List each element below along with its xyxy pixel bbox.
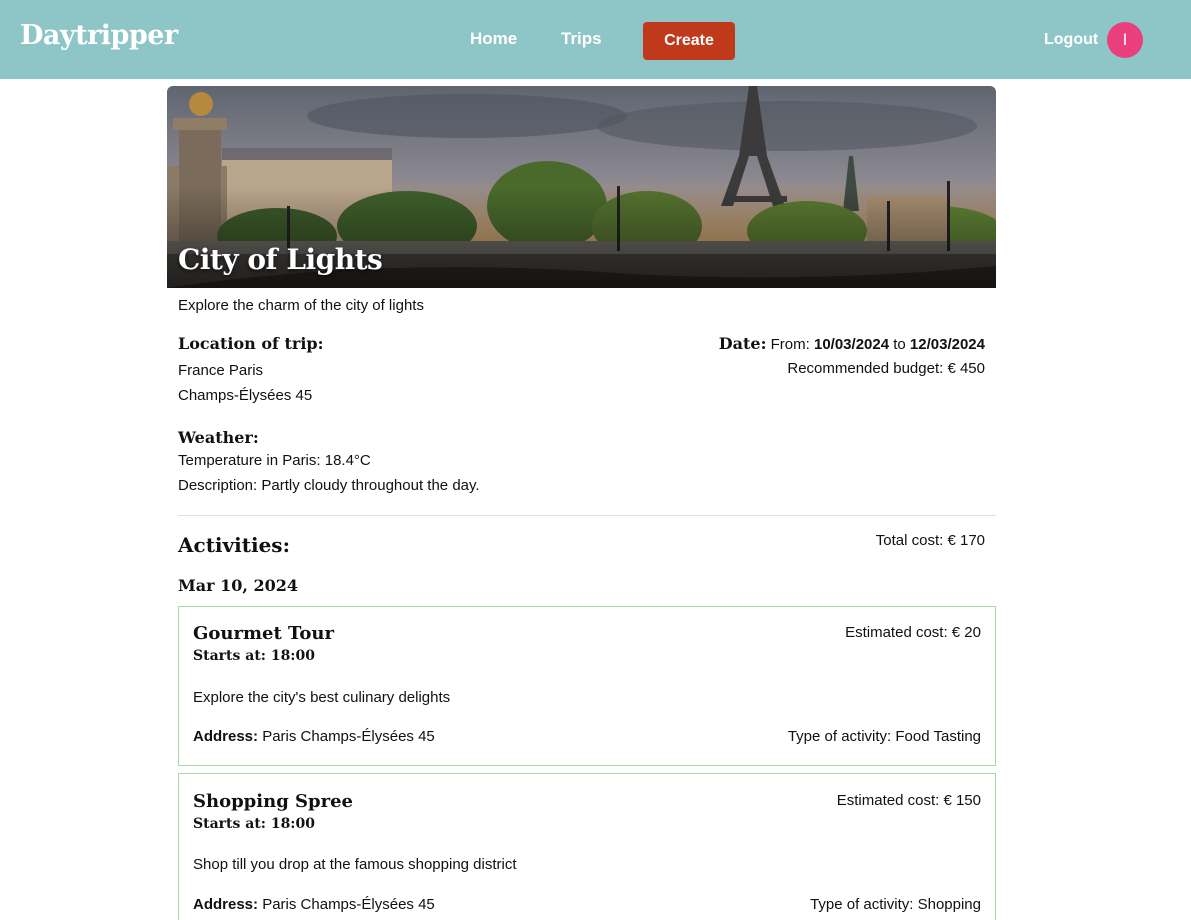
weather-heading: Weather: xyxy=(178,428,259,447)
location-heading: Location of trip: xyxy=(178,334,324,353)
create-button[interactable]: Create xyxy=(643,22,735,60)
activity-address xyxy=(193,896,435,913)
date-to: 12/03/2024 xyxy=(909,336,985,353)
address-value: Paris Champs-Élysées 45 xyxy=(262,896,435,913)
activity-type: Type of activity: Food Tasting xyxy=(787,728,981,745)
trip-description: Explore the charm of the city of lights xyxy=(178,297,424,314)
recommended-budget: Recommended budget: € 450 xyxy=(787,360,985,377)
address-label: Address: xyxy=(193,896,259,913)
navbar xyxy=(0,0,1191,79)
trip-dates xyxy=(719,334,985,353)
activity-card[interactable] xyxy=(178,606,996,766)
address-value: Paris Champs-Élysées 45 xyxy=(262,728,435,745)
nav-trips-link[interactable]: Trips xyxy=(561,29,602,48)
weather-description: Description: Partly cloudy throughout the day. xyxy=(178,477,480,494)
activity-cost: Estimated cost: € 150 xyxy=(836,792,981,809)
activity-description: Explore the city's best culinary delights xyxy=(193,689,451,706)
activity-cost: Estimated cost: € 20 xyxy=(845,624,981,641)
date-from: 10/03/2024 xyxy=(813,336,890,353)
activity-name: Gourmet Tour xyxy=(193,623,334,644)
activity-type: Type of activity: Shopping xyxy=(810,896,981,913)
user-avatar[interactable]: I xyxy=(1107,22,1143,58)
activities-heading: Activities: xyxy=(178,533,290,557)
nav-home-link[interactable]: Home xyxy=(470,29,518,48)
activity-description: Shop till you drop at the famous shopping district xyxy=(193,856,517,873)
section-divider xyxy=(178,515,996,516)
trip-hero-image xyxy=(167,86,996,288)
date-heading: Date: xyxy=(718,334,767,353)
activity-card[interactable] xyxy=(178,773,996,920)
trip-title: City of Lights xyxy=(178,243,383,276)
activity-address xyxy=(193,728,435,745)
brand-logo[interactable]: Daytripper xyxy=(20,20,178,51)
location-line-1: France Paris xyxy=(178,362,264,379)
activities-total-cost: Total cost: € 170 xyxy=(875,532,985,549)
activity-name: Shopping Spree xyxy=(193,791,354,812)
activity-start-time: Starts at: 18:00 xyxy=(193,816,315,832)
activity-start-time: Starts at: 18:00 xyxy=(193,648,315,664)
weather-temperature: Temperature in Paris: 18.4°C xyxy=(178,452,371,469)
location-line-2: Champs-Élysées 45 xyxy=(178,387,313,404)
logout-link[interactable]: Logout xyxy=(1044,31,1099,48)
date-from-label: From: xyxy=(770,336,810,353)
date-to-label: to xyxy=(893,336,906,353)
activity-day-heading: Mar 10, 2024 xyxy=(178,576,299,595)
address-label: Address: xyxy=(193,728,259,745)
